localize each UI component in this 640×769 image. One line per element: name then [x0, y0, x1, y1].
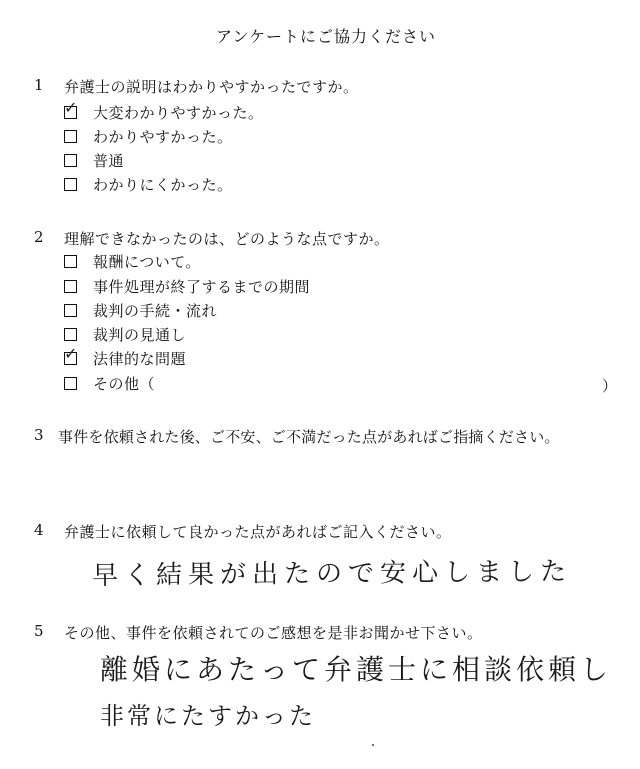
q2-option-2-checkbox[interactable]: [64, 280, 77, 293]
q1-option-1[interactable]: [64, 98, 264, 123]
question-4-text: 弁護士に依頼して良かった点があればご記入ください。: [64, 523, 452, 541]
stray-mark: [372, 744, 374, 746]
question-1-text: 弁護士の説明はわかりやすかったですか。: [64, 78, 359, 96]
question-1-number: 1: [34, 76, 44, 94]
question-5-text: その他、事件を依頼されてのご感想を是非お聞かせ下さい。: [64, 624, 483, 642]
q1-option-2-checkbox[interactable]: [64, 130, 77, 143]
q2-option-5-label: 法律的な問題: [93, 350, 187, 368]
q1-option-1-label: 大変わかりやすかった。: [93, 104, 264, 122]
question-4-handwritten-answer: 早く結果が出たので安心しました: [91, 556, 573, 592]
check-mark-icon: ✓: [64, 98, 78, 117]
question-5-number: 5: [34, 622, 44, 640]
q2-option-6-label: その他（: [93, 375, 156, 393]
q2-option-2-label: 事件処理が終了するまでの期間: [93, 278, 311, 296]
q2-option-5-checkbox[interactable]: [64, 344, 78, 365]
q2-option-2[interactable]: [64, 276, 310, 297]
q1-option-4[interactable]: [64, 174, 233, 195]
q2-option-4-label: 裁判の見通し: [93, 326, 187, 344]
question-5-handwritten-answer-line-1: 離婚にあたって弁護士に相談依頼し: [100, 653, 613, 686]
q1-option-3-label: 普通: [93, 152, 125, 170]
question-5-handwritten-answer-line-2: 非常にたすかった: [100, 702, 316, 730]
q1-option-2[interactable]: [64, 126, 233, 147]
q2-option-1-checkbox[interactable]: [64, 255, 77, 268]
q2-other-close-paren: ）: [602, 377, 618, 395]
q2-option-4[interactable]: [64, 324, 186, 345]
q2-option-3-label: 裁判の手続・流れ: [93, 302, 218, 320]
q2-option-5[interactable]: [64, 344, 187, 369]
check-mark-icon: ✓: [64, 344, 78, 363]
q1-option-3-checkbox[interactable]: [64, 154, 77, 167]
q2-option-1-label: 報酬について。: [93, 253, 201, 271]
q1-option-2-label: わかりやすかった。: [93, 128, 233, 146]
question-4-number: 4: [34, 521, 44, 539]
q1-option-3[interactable]: [64, 150, 124, 171]
q2-option-3-checkbox[interactable]: [64, 304, 77, 317]
question-2-text: 理解できなかったのは、どのような点ですか。: [64, 230, 390, 248]
q1-option-4-label: わかりにくかった。: [93, 176, 233, 194]
q2-option-6-checkbox[interactable]: [64, 377, 77, 390]
q2-option-6[interactable]: [64, 373, 155, 394]
question-3-text: 事件を依頼された後、ご不安、ご不満だった点があればご指摘ください。: [58, 428, 560, 446]
survey-title: アンケートにご協力ください: [216, 27, 437, 46]
q2-option-1[interactable]: [64, 251, 201, 272]
q2-option-3[interactable]: [64, 300, 217, 321]
q1-option-1-checkbox[interactable]: [64, 98, 78, 119]
question-2-number: 2: [34, 228, 44, 246]
q2-option-4-checkbox[interactable]: [64, 328, 77, 341]
question-3-number: 3: [34, 426, 44, 444]
q1-option-4-checkbox[interactable]: [64, 178, 77, 191]
